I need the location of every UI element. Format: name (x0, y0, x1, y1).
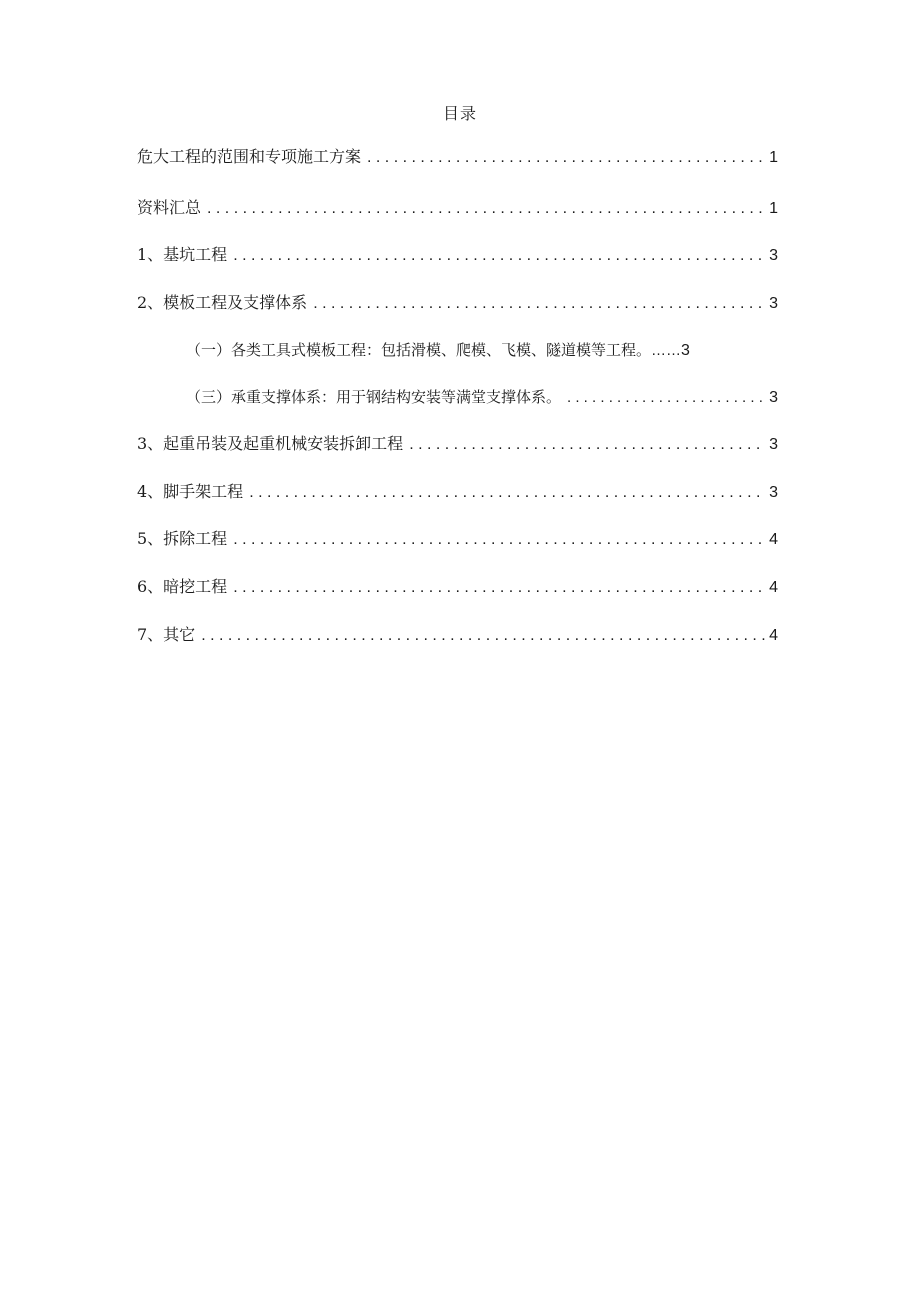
toc-leader-dots (233, 529, 765, 551)
toc-entry-label: 5、拆除工程 (137, 529, 228, 548)
toc-leader-dots (567, 387, 765, 409)
toc-entry-label: 3、起重吊装及起重机械安装拆卸工程 (137, 434, 404, 453)
toc-leader-dots (207, 198, 765, 220)
toc-leader-dots (233, 577, 765, 599)
toc-page-number: 4 (769, 579, 778, 596)
toc-entry-label: （一）各类工具式模板工程：包括滑模、爬模、飞模、隧道模等工程。 (186, 341, 652, 359)
toc-entry-label: 危大工程的范围和专项施工方案 (137, 147, 362, 166)
toc-leader-dots: …… (651, 342, 682, 359)
toc-entry[interactable] (137, 528, 778, 550)
toc-entry[interactable] (137, 481, 778, 503)
toc-leader-dots (367, 147, 765, 169)
toc-page-number: 3 (681, 342, 690, 359)
toc-entry-label: 2、模板工程及支撑体系 (137, 293, 308, 312)
toc-entry-label: 6、暗挖工程 (137, 577, 228, 596)
toc-page-number: 4 (769, 531, 778, 548)
toc-entry[interactable] (137, 197, 778, 219)
toc-entry-label: 4、脚手架工程 (137, 482, 244, 501)
toc-entry[interactable] (137, 576, 778, 598)
toc-entry[interactable] (137, 624, 778, 646)
toc-page-number: 3 (769, 484, 778, 501)
toc-leader-dots (201, 625, 765, 647)
toc-leader-dots (233, 245, 765, 267)
toc-entry-label: 资料汇总 (137, 198, 202, 217)
toc-leader-dots (409, 434, 765, 456)
toc-entry[interactable] (137, 146, 778, 168)
toc-title: 目录 (442, 104, 477, 123)
toc-entry-label: 7、其它 (137, 625, 196, 644)
toc-page-number: 3 (769, 247, 778, 264)
toc-entry-sub[interactable] (186, 386, 778, 408)
toc-leader-dots (249, 482, 765, 504)
toc-page-number: 3 (769, 295, 778, 312)
toc-page-number: 4 (769, 627, 778, 644)
toc-entry[interactable] (137, 433, 778, 455)
toc-entry[interactable] (137, 292, 778, 314)
toc-entry-label: （三）承重支撑体系：用于钢结构安装等满堂支撑体系。 (186, 388, 562, 406)
toc-page-number: 3 (769, 389, 778, 406)
toc-entry-label: 1、基坑工程 (137, 245, 228, 264)
toc-entry-sub[interactable] (186, 339, 690, 361)
toc-page-number: 3 (769, 436, 778, 453)
toc-page-number: 1 (769, 149, 778, 166)
toc-entry[interactable] (137, 244, 778, 266)
toc-page-number: 1 (769, 200, 778, 217)
toc-leader-dots (313, 293, 765, 315)
